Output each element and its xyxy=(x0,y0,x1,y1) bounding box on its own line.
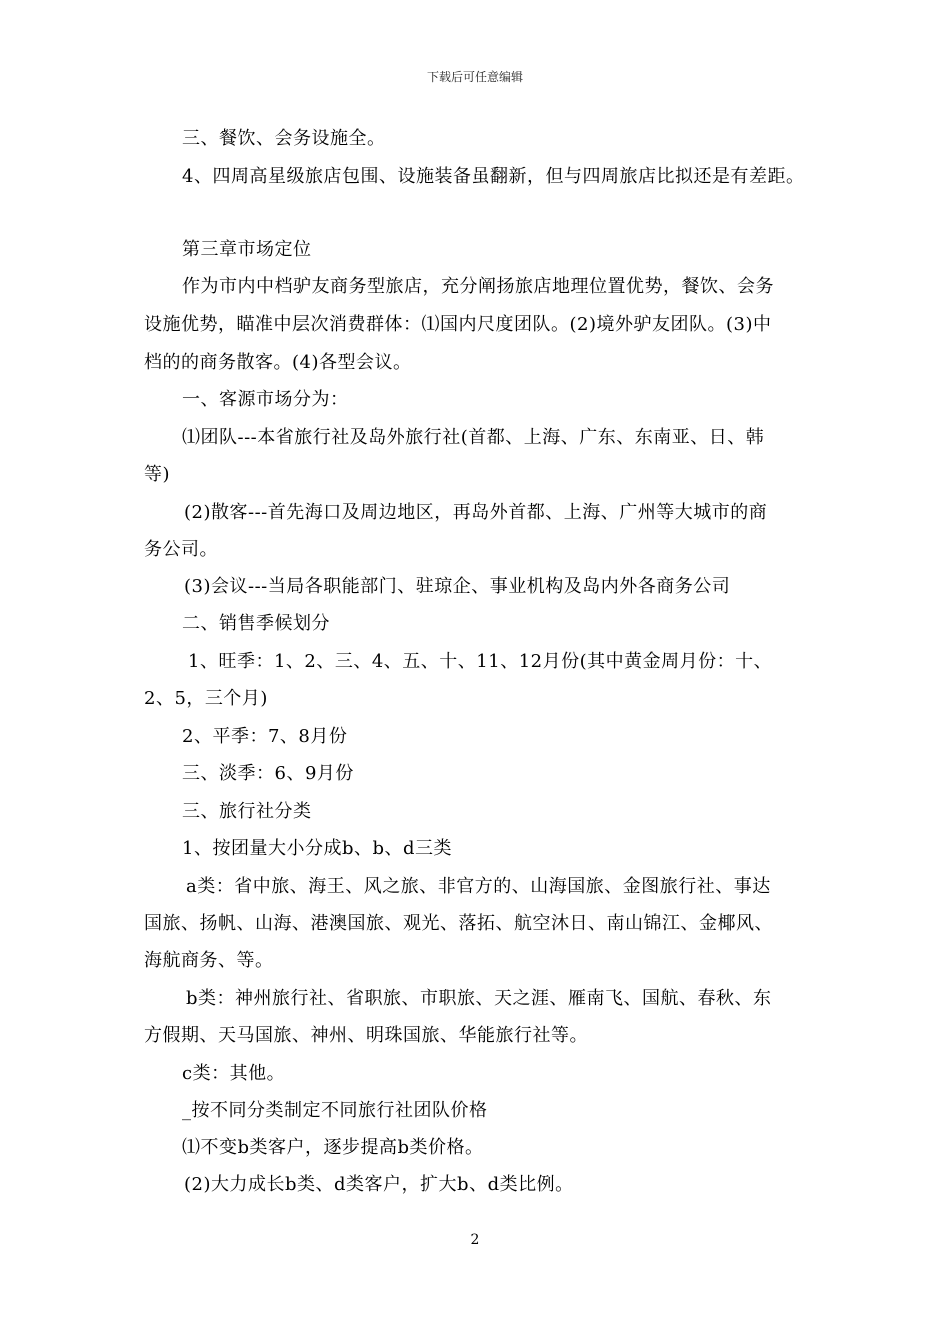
text-line: 1、按团量大小分成b、b、d三类 xyxy=(182,838,453,859)
text-line: c类：其他。 xyxy=(182,1063,286,1084)
text-line: 1、旺季：1、2、三、4、五、十、11、12月份(其中黄金周月份：十、 xyxy=(188,651,773,672)
text-line: 国旅、扬帆、山海、港澳国旅、观光、落拓、航空沐日、南山锦江、金椰风、 xyxy=(144,913,773,934)
text-line: 务公司。 xyxy=(144,539,218,560)
text-line: (2)大力成长b类、d类客户，扩大b、d类比例。 xyxy=(184,1174,574,1195)
text-line: 方假期、天马国旅、神州、明珠国旅、华能旅行社等。 xyxy=(144,1025,588,1046)
page-header: 下载后可任意编辑 xyxy=(426,70,523,84)
page-number: 2 xyxy=(470,1232,480,1248)
text-line: 4、四周高星级旅店包围、设施装备虽翻新，但与四周旅店比拟还是有差距。 xyxy=(182,166,805,187)
text-line: (2)散客---首先海口及周边地区，再岛外首都、上海、广州等大城市的商 xyxy=(184,502,768,523)
text-line: 设施优势，瞄准中层次消费群体：⑴国内尺度团队。(2)境外驴友团队。(3)中 xyxy=(144,314,772,335)
text-line: 三、餐饮、会务设施全。 xyxy=(182,128,386,149)
text-line: 三、淡季：6、9月份 xyxy=(182,763,354,784)
text-line: ⑴团队---本省旅行社及岛外旅行社(首都、上海、广东、东南亚、日、韩 xyxy=(182,427,765,448)
text-line: b类：神州旅行社、省职旅、市职旅、天之涯、雁南飞、国航、春秋、东 xyxy=(186,988,772,1009)
text-line: 海航商务、等。 xyxy=(144,950,274,971)
text-line: ⑴不变b类客户，逐步提高b类价格。 xyxy=(182,1137,484,1158)
text-line: 三、旅行社分类 xyxy=(182,801,312,822)
text-line: 一、客源市场分为： xyxy=(182,389,349,410)
text-line: (3)会议---当局各职能部门、驻琼企、事业机构及岛内外各商务公司 xyxy=(184,576,731,597)
text-line: _按不同分类制定不同旅行社团队价格 xyxy=(182,1100,488,1121)
text-line: 2、5，三个月) xyxy=(144,688,268,709)
text-line: 二、销售季候划分 xyxy=(182,613,330,634)
text-line: 作为市内中档驴友商务型旅店，充分阐扬旅店地理位置优势，餐饮、会务 xyxy=(182,276,774,297)
text-line: 等) xyxy=(144,464,171,485)
section-title: 第三章市场定位 xyxy=(182,239,312,260)
text-line: 档的的商务散客。(4)各型会议。 xyxy=(144,352,412,373)
text-line: 2、平季：7、8月份 xyxy=(182,726,348,747)
text-line: a类：省中旅、海王、风之旅、非官方的、山海国旅、金图旅行社、事达 xyxy=(186,876,771,897)
